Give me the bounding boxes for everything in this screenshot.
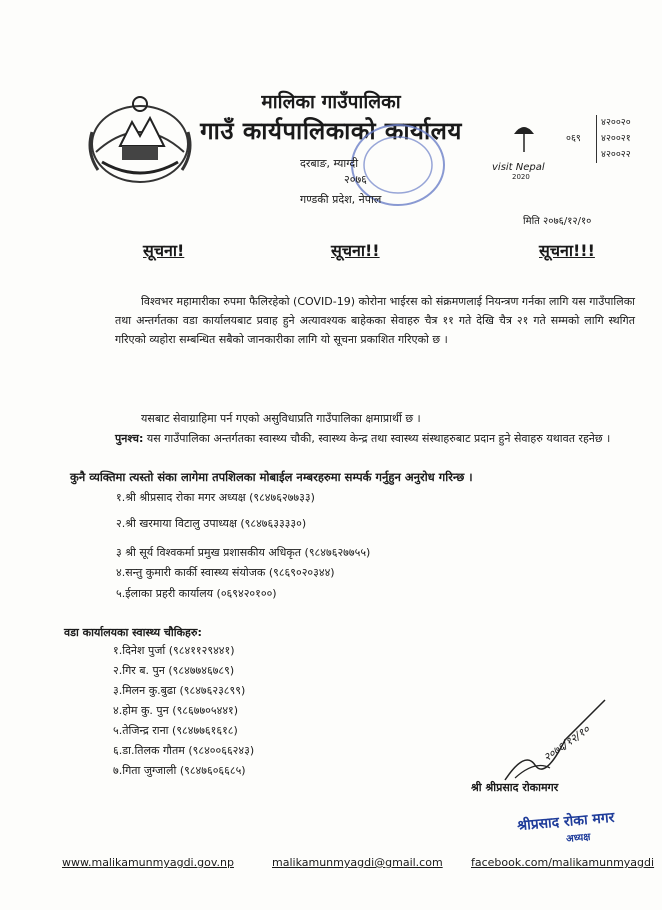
header-year: २०७६ (344, 173, 367, 186)
document-date: मिति २०७६/१२/१० (523, 216, 592, 227)
notice-heading: सूचना!!! (539, 241, 595, 260)
postscript-paragraph (115, 429, 635, 448)
contact-item: ३ श्री सूर्य विश्वकर्मा प्रमुख प्रशासकीय अधिकृत (९८४७६२७७५५) (116, 546, 371, 559)
handwritten-date: २०७६/१२/१० (541, 722, 593, 765)
phone-number: ४२००२१ (601, 133, 631, 144)
ward-contact-item: १.दिनेश पुर्जा (९८४११२९४४१) (113, 644, 235, 657)
website-link[interactable]: www.malikamunmyagdi.gov.np (62, 856, 234, 869)
visit-nepal-text: visit Nepal (492, 162, 545, 173)
phone-number: ४२००२२ (601, 149, 631, 160)
ward-contact-item: ६.डा.तिलक गौतम (९८४००६६२४३) (113, 744, 255, 757)
contact-item: ४.सन्तु कुमारी कार्की स्वास्थ्य संयोजक (९८६९०२०३४४) (116, 566, 335, 579)
body-paragraph: विश्वभर महामारीका रुपमा फैलिरहेको (COVID-19) कोरोना भाईरस को संक्रमणलाई नियन्त्रण गर्नका लागि यस गाउँपालिका तथा अन्तर्गतका वडा कार्यालयबाट प्रवाह हुने अत्यावश्यक बाहेकका सेवाहरु चैत्र ११ गते देखि चैत्र २१ गते सम्मको लागि स्थगित गरिएको व्यहोरा सम्बन्धित सबैको जानकारीका लागि यो सूचना प्रकाशित गरिएको छ । (115, 295, 635, 346)
apology-paragraph: यसबाट सेवाग्राहिमा पर्न गएको असुविधाप्रति गाउँपालिका क्षमाप्रार्थी छ । (141, 412, 421, 425)
notice-heading: सूचना!! (331, 241, 380, 260)
ward-contact-item: ५.तेजिन्द्र राना (९८४७७६१६१८) (113, 724, 238, 737)
facebook-link[interactable]: facebook.com/malikamunmyagdi (471, 856, 655, 869)
ward-heading: वडा कार्यालयका स्वास्थ्य चौकिहरु: (64, 626, 202, 639)
request-line: कुनै व्यक्तिमा त्यस्तो संका लागेमा तपशिलका मोबाईल नम्बरहरुमा सम्पर्क गर्नुहुन अनुरोध गरिन्छ । (70, 470, 473, 484)
municipality-name: मालिका गाउँपालिका (261, 91, 401, 113)
ward-contact-item: ३.मिलन कु.बुढा (९८४७६२३८९९) (113, 684, 246, 697)
email-link[interactable]: malikamunmyagdi@gmail.com (272, 856, 443, 869)
header-address-line: दरबाङ, म्याग्दी (300, 157, 359, 170)
postscript-label: पुनश्च: (115, 432, 144, 445)
name-stamp: श्रीप्रसाद रोका मगर (516, 809, 616, 835)
stamp-title: अध्यक्ष (565, 831, 591, 846)
visit-nepal-logo (492, 118, 572, 184)
contact-item: २.श्री खरमाया विटालु उपाध्यक्ष (९८४७६३३३३०) (116, 517, 307, 530)
notice-heading: सूचना! (143, 241, 185, 260)
ward-contact-item: ७.गिता जुग्जाली (९८४७६०६६८५) (113, 764, 246, 777)
signatory-name: श्री श्रीप्रसाद रोकामगर (471, 781, 559, 794)
contact-item: १.श्री श्रीप्रसाद रोका मगर अध्यक्ष (९८४७६२७७३३) (116, 491, 315, 504)
office-name: गाउँ कार्यपालिकाको कार्यालय (200, 117, 462, 145)
postscript-text: यस गाउँपालिका अन्तर्गतका स्वास्थ्य चौकी, स्वास्थ्य केन्द्र तथा स्वास्थ्य संस्थाहरुबाट प्रदान हुने सेवाहरु यथावत रहनेछ । (143, 432, 611, 445)
phone-area-code: ०६९ (566, 133, 581, 144)
phone-number: ४२००२० (601, 117, 631, 128)
header-province: गण्डकी प्रदेश, नेपाल (300, 193, 382, 206)
ward-contact-item: ४.होम कु. पुन (९८६७७०५४४१) (113, 704, 239, 717)
umbrella-icon (492, 118, 572, 158)
contact-item: ५.ईलाका प्रहरी कार्यालय (०६९४२०१००) (116, 587, 277, 600)
visit-nepal-year: 2020 (512, 173, 530, 181)
ward-contact-item: २.गिर ब. पुन (९८४७७४६७८९) (113, 664, 235, 677)
